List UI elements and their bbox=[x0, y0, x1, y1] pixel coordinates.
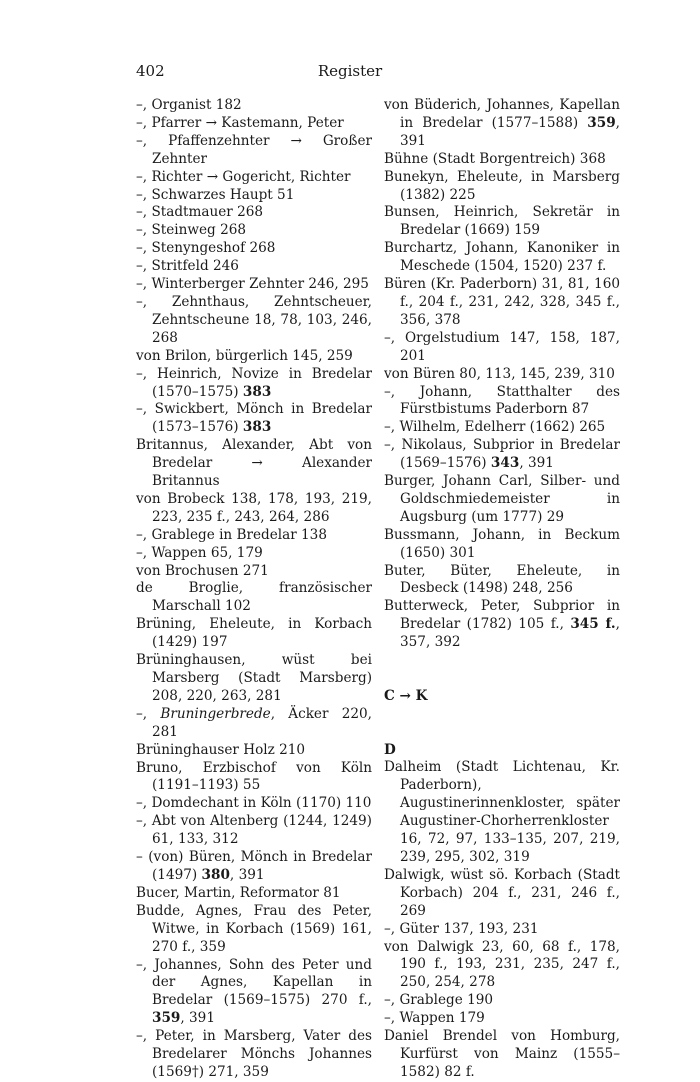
page-number: 402 bbox=[136, 62, 165, 80]
index-entry bbox=[384, 759, 620, 866]
entry-text: Bucer, Martin, Reformator 81 bbox=[136, 884, 341, 901]
index-entry bbox=[136, 276, 372, 294]
entry-text: –, Grablege in Bredelar 138 bbox=[136, 526, 327, 543]
index-entry bbox=[136, 616, 372, 652]
index-entry bbox=[384, 151, 620, 169]
index-entry bbox=[136, 706, 372, 742]
entry-text: Budde, Agnes, Frau des Peter, Witwe, in Korbach (1569) 161, 270 f., 359 bbox=[136, 902, 372, 955]
entry-text: Dalheim (Stadt Lichtenau, Kr. Paderborn), Augustinerinnenkloster, später Augustiner-Chorherrenkloster 16, 72, 97, 133–135, 207, 219, 239, 295, 302, 319 bbox=[384, 759, 620, 865]
index-entry bbox=[384, 527, 620, 563]
index-entry bbox=[136, 527, 372, 545]
entry-text: – (von) Büren, Mönch in Bredelar (1497) bbox=[136, 849, 372, 883]
right-entries bbox=[384, 97, 620, 652]
running-header: Register bbox=[317, 62, 383, 80]
index-entry bbox=[136, 957, 372, 1029]
entry-text: Bussmann, Johann, in Beckum (1650) 301 bbox=[384, 526, 620, 561]
entry-text: Britannus, Alexander, Abt von Bredelar → Alexander Britannus bbox=[136, 437, 372, 490]
index-entry bbox=[136, 187, 372, 205]
left-column bbox=[136, 97, 372, 1082]
entry-text: –, Stenyngeshof 268 bbox=[136, 240, 276, 257]
entry-text: Büren (Kr. Paderborn) 31, 81, 160 f., 204 f., 231, 242, 328, 345 f., 356, 378 bbox=[384, 276, 620, 328]
entry-bold-page: 383 bbox=[242, 383, 272, 400]
right-column bbox=[384, 97, 620, 1082]
entry-text: –, Schwarzes Haupt 51 bbox=[136, 186, 295, 203]
index-entry bbox=[384, 437, 620, 473]
entry-bold-page: 380 bbox=[201, 866, 230, 883]
index-entry bbox=[136, 115, 372, 133]
entry-text: –, Steinweg 268 bbox=[136, 222, 247, 239]
entry-text: –, Orgelstudium 147, 158, 187, 201 bbox=[384, 329, 620, 364]
index-entry bbox=[384, 473, 620, 527]
entry-text: Brüninghauser Holz 210 bbox=[136, 741, 306, 758]
index-entry bbox=[384, 330, 620, 366]
index-entry bbox=[384, 939, 620, 993]
index-entry bbox=[384, 204, 620, 240]
entry-bold-page: 343 bbox=[490, 455, 520, 472]
entry-text: –, Stritfeld 246 bbox=[136, 258, 239, 275]
index-entry bbox=[384, 240, 620, 276]
entry-text: von Brochusen 271 bbox=[136, 562, 269, 579]
index-entry bbox=[384, 563, 620, 599]
index-entry bbox=[136, 795, 372, 813]
entry-text: –, Wappen 179 bbox=[384, 1010, 485, 1027]
index-entry bbox=[384, 1028, 620, 1082]
entry-bold-page: 383 bbox=[242, 419, 272, 436]
index-entry bbox=[136, 903, 372, 957]
entry-text: de Broglie, französischer Marschall 102 bbox=[136, 580, 372, 615]
index-entry bbox=[384, 598, 620, 652]
index-entry bbox=[136, 97, 372, 115]
index-entry bbox=[384, 1010, 620, 1028]
entry-text: –, Stadtmauer 268 bbox=[136, 204, 264, 221]
entry-text-tail: , 391 bbox=[519, 455, 554, 472]
index-entry bbox=[136, 563, 372, 581]
index-entry bbox=[136, 580, 372, 616]
entry-text: –, Johannes, Sohn des Peter und der Agnes, Kapellan in Bredelar (1569–1575) 270 f., bbox=[136, 956, 372, 1009]
entry-text: Bunsen, Heinrich, Sekretär in Bredelar (1669) 159 bbox=[384, 204, 620, 239]
index-entry bbox=[136, 366, 372, 402]
index-entry bbox=[136, 760, 372, 796]
entry-text: von Büderich, Johannes, Kapellan in Bredelar (1577–1588) bbox=[384, 97, 620, 131]
index-entry bbox=[384, 992, 620, 1010]
index-entry bbox=[136, 294, 372, 348]
entry-text: –, Zehnthaus, Zehntscheuer, Zehntscheune 18, 78, 103, 246, 268 bbox=[136, 293, 372, 346]
entry-text: von Brilon, bürgerlich 145, 259 bbox=[136, 347, 353, 364]
entry-text: Bunekyn, Eheleute, in Marsberg (1382) 225 bbox=[384, 168, 620, 203]
index-entry bbox=[384, 384, 620, 420]
entry-bold-page: 359 bbox=[587, 114, 616, 131]
entry-text: –, Güter 137, 193, 231 bbox=[384, 920, 539, 937]
entry-text: –, Wilhelm, Edelherr (1662) 265 bbox=[384, 419, 606, 436]
index-entry bbox=[136, 348, 372, 366]
entry-text-tail: , 391 bbox=[400, 114, 620, 149]
index-entry bbox=[384, 366, 620, 384]
entry-text: –, Johann, Statthalter des Fürstbistums Paderborn 87 bbox=[384, 383, 620, 418]
index-entry bbox=[136, 813, 372, 849]
index-entry bbox=[136, 849, 372, 885]
entry-text-tail: , 357, 392 bbox=[400, 616, 620, 651]
entry-text: –, Organist 182 bbox=[136, 97, 242, 113]
entry-text: –, Pfaffenzehnter → Großer Zehnter bbox=[136, 132, 372, 167]
index-entry bbox=[136, 437, 372, 491]
index-entry bbox=[136, 222, 372, 240]
index-entry bbox=[384, 419, 620, 437]
entry-text: –, Wappen 65, 179 bbox=[136, 544, 263, 561]
entry-text: Dalwigk, wüst sö. Korbach (Stadt Korbach) 204 f., 231, 246 f., 269 bbox=[384, 866, 620, 919]
entry-text: –, Swickbert, Mönch in Bredelar (1573–1576) bbox=[136, 401, 372, 436]
index-entry bbox=[136, 652, 372, 706]
entry-text: –, Grablege 190 bbox=[384, 992, 494, 1009]
entry-text: Burchartz, Johann, Kanoniker in Meschede (1504, 1520) 237 f. bbox=[384, 240, 620, 275]
d-entries bbox=[384, 759, 620, 1081]
entry-text: von Büren 80, 113, 145, 239, 310 bbox=[384, 365, 615, 382]
entry-text: –, Domdechant in Köln (1170) 110 bbox=[136, 795, 372, 812]
entry-text: Bühne (Stadt Borgentreich) 368 bbox=[384, 150, 606, 167]
index-entry bbox=[384, 97, 620, 151]
entry-bold-page: 345 f. bbox=[570, 616, 616, 633]
index-entry bbox=[136, 169, 372, 187]
index-entry bbox=[136, 742, 372, 760]
entry-text: Brüning, Eheleute, in Korbach (1429) 197 bbox=[136, 616, 372, 651]
entry-text: Burger, Johann Carl, Silber- und Goldschmiedemeister in Augsburg (um 1777) 29 bbox=[384, 473, 620, 525]
entry-text: Brüninghausen, wüst bei Marsberg (Stadt Marsberg) 208, 220, 263, 281 bbox=[136, 652, 372, 704]
entry-text: von Brobeck 138, 178, 193, 219, 223, 235 f., 243, 264, 286 bbox=[136, 490, 372, 525]
index-entry bbox=[136, 133, 372, 169]
entry-text: –, Abt von Altenberg (1244, 1249) 61, 133, 312 bbox=[136, 813, 372, 848]
index-entry bbox=[136, 545, 372, 563]
entry-text: Butterweck, Peter, Subprior in Bredelar (1782) 105 f., bbox=[384, 598, 620, 633]
entry-text: von Dalwigk 23, 60, 68 f., 178, 190 f., 193, 231, 235, 247 f., 250, 254, 278 bbox=[384, 938, 620, 991]
index-entry bbox=[136, 1028, 372, 1082]
index-entry bbox=[136, 401, 372, 437]
index-entry bbox=[136, 240, 372, 258]
entry-text: Daniel Brendel von Homburg, Kurfürst von Mainz (1555–1582) 82 f. bbox=[384, 1028, 620, 1080]
entry-text: –, Richter → Gogericht, Richter bbox=[136, 168, 351, 185]
entry-bold-page: 359 bbox=[152, 1010, 181, 1027]
entry-text: –, Winterberger Zehnter 246, 295 bbox=[136, 276, 369, 293]
entry-text: –, Nikolaus, Subprior in Bredelar (1569–1576) bbox=[384, 437, 620, 472]
index-entry bbox=[136, 258, 372, 276]
index-entry bbox=[384, 276, 620, 330]
entry-text: –, Pfarrer → Kastemann, Peter bbox=[136, 114, 344, 131]
index-entry bbox=[136, 204, 372, 222]
entry-text: –, Heinrich, Novize in Bredelar (1570–1575) bbox=[136, 365, 372, 400]
entry-text: Buter, Büter, Eheleute, in Desbeck (1498) 248, 256 bbox=[384, 562, 620, 597]
entry-text-tail: , 391 bbox=[229, 866, 265, 883]
index-entry bbox=[384, 169, 620, 205]
entry-text: Bruno, Erzbischof von Köln (1191–1193) 55 bbox=[136, 759, 372, 794]
entry-text-tail: , 391 bbox=[180, 1010, 215, 1027]
index-entry bbox=[136, 491, 372, 527]
section-heading-d: D bbox=[384, 741, 396, 758]
section-heading-c: C → K bbox=[384, 687, 428, 704]
index-entry bbox=[384, 867, 620, 921]
entry-text: –, Peter, in Marsberg, Vater des Bredelarer Mönchs Johannes (1569†) 271, 359 bbox=[136, 1028, 372, 1080]
index-entry bbox=[136, 885, 372, 903]
index-entry bbox=[384, 921, 620, 939]
entry-text: –, Bruningerbrede, Äcker 220, 281 bbox=[136, 705, 372, 740]
